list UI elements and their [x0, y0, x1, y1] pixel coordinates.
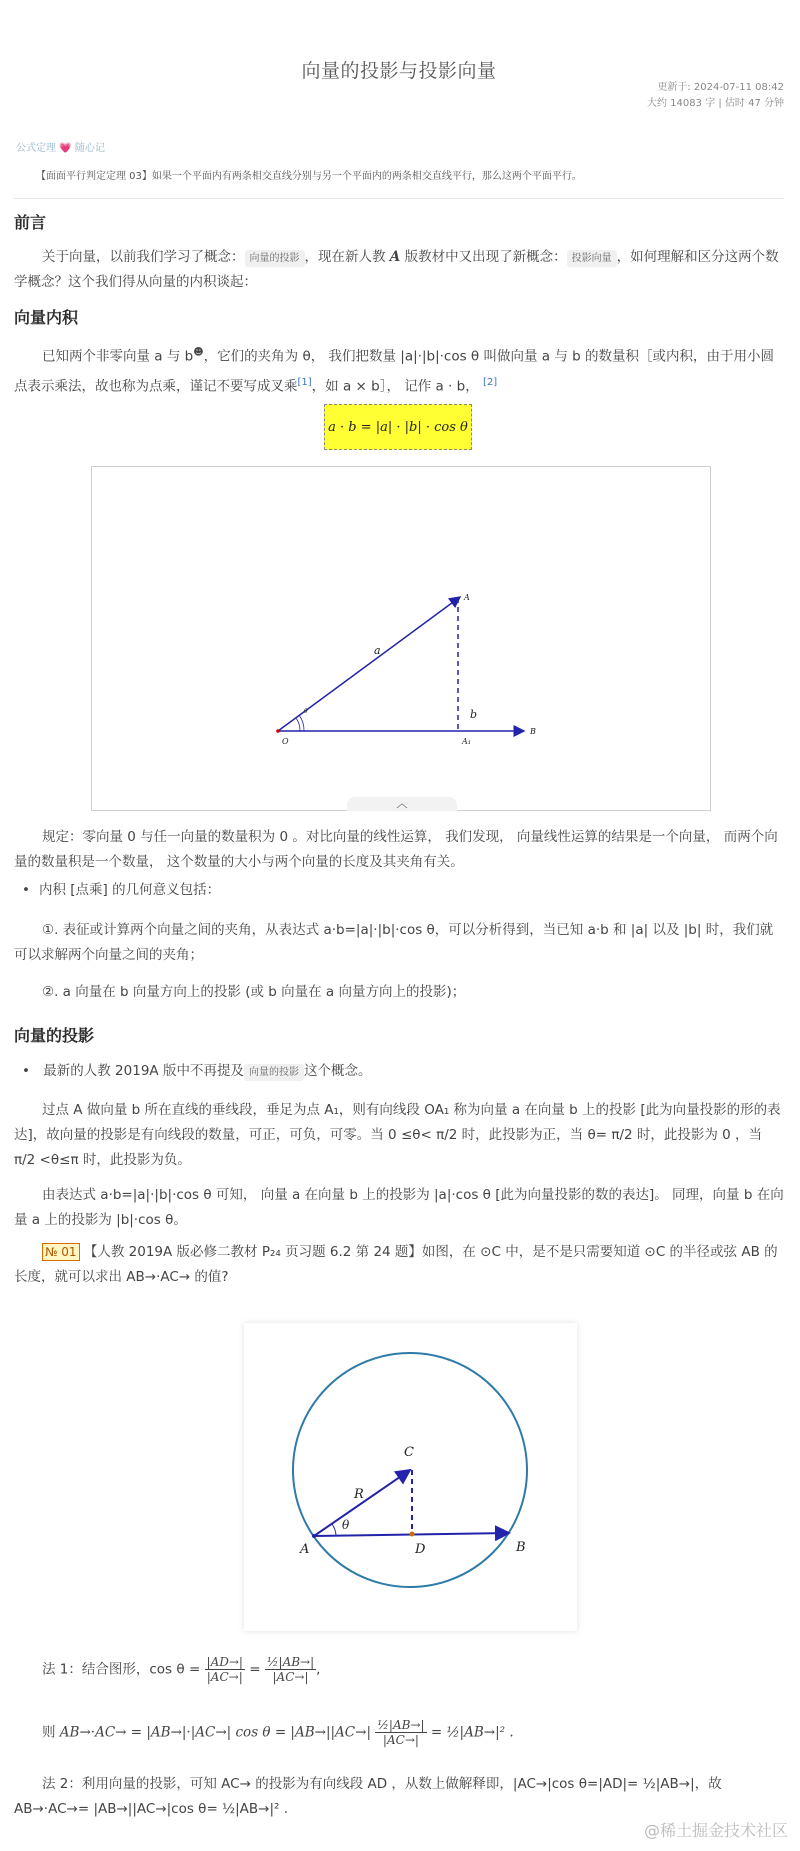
bullet-geometric-meaning: • 内积 [点乘] 的几何意义包括： — [22, 878, 220, 903]
preface-paragraph: 关于向量，以前我们学习了概念： 向量的投影 ，现在新人教 A 版教材中又出现了新概念： 投影向量 ，如何理解和区分这两个数学概念？这个我们得从向量的内积谈起： — [14, 249, 779, 290]
projection-diagram — [92, 467, 712, 797]
inner-product-paragraph: 已知两个非零向量 a 与 b☻，它们的夹角为 θ， 我们把数量 |a|·|b|·cos θ 叫做向量 a 与 b 的数量积［或内积，由于用小圆点表示乘法，故也称为点乘，谨记不要写成叉乘[1]，如 a × b］， 记作 a · b， [2] — [14, 347, 774, 394]
label-A1: A₁ — [462, 737, 471, 746]
label-B-2: B — [516, 1540, 526, 1555]
fraction-halfAB-AC-2: $\frac{\text{½|AB→|}}{|AC\to|}$ — [377, 1718, 425, 1747]
heart-icon: 💗 — [59, 143, 72, 154]
fraction-halfAB-AC: $\frac{\text{½|AB→|}}{|AC\to|}$ — [266, 1655, 315, 1684]
reference-link-1[interactable]: [1] — [297, 376, 312, 388]
page-title: 向量的投影与投影向量 — [301, 60, 497, 82]
projection-definition: 过点 A 做向量 b 所在直线的垂线段，垂足为点 A₁，则有向线段 OA₁ 称为向量 a 在向量 b 上的投影 [此为向量投影的形的表达]，故向量的投影是有向线段的数量，可正，可负，可零。当 0 ≤θ< π/2 时，此投影为正，当 θ= π/2 时，此投影为 0 ，当 π/2 <θ≤π 时，此投影为负。 — [14, 1102, 781, 1168]
projection-expression: 由表达式 a·b=|a|·|b|·cos θ 可知， 向量 a 在向量 b 上的投影为 |a|·cos θ [此为向量投影的数的表达]。 同理，向量 b 在向量 a 上的投影为 |b|·cos θ。 — [14, 1187, 784, 1228]
angle-arc — [296, 718, 300, 731]
fraction-AD-AC: $\frac{|AD\to|}{|AC\to|}$ — [206, 1655, 243, 1684]
label-A-2: A — [300, 1542, 310, 1557]
concept-chip-projection: 向量的投影 — [245, 250, 305, 267]
emoji-icon: ☻ — [193, 347, 204, 358]
tag-notes[interactable]: 随心记 — [74, 143, 105, 154]
concept-chip-projection-2: 向量的投影 — [244, 1064, 304, 1081]
method-1-line-2: 则 AB→·AC→ = |AB→|·|AC→| cos θ = |AB→||AC→| $\frac{\text{½|AB→|}}{|AC\to|}$ = ½|AB→|² . — [42, 1718, 514, 1747]
point-O — [276, 729, 280, 733]
updated-time: 更新于: 2024-07-11 08:42 — [657, 82, 784, 93]
point-A — [312, 1534, 316, 1538]
reading-stats: 大约 14083 字 | 估时 47 分钟 — [647, 98, 784, 109]
label-B: B — [530, 727, 536, 736]
method-1-line-1: 法 1：结合图形，cos θ = $\frac{|AD\to|}{|AC\to|}$ = $\frac{\text{½|AB→|}}{|AC\to|}$ , — [42, 1655, 321, 1684]
label-theta-2: θ — [342, 1518, 350, 1532]
angle-arc-theta — [332, 1524, 336, 1535]
concept-chip-projection-vector: 投影向量 — [567, 250, 617, 267]
label-C: C — [404, 1445, 414, 1460]
heading-projection: 向量的投影 — [14, 1026, 95, 1045]
label-b: b — [470, 708, 478, 721]
point-D — [410, 1532, 415, 1537]
collapse-button[interactable]: ︿ — [347, 797, 457, 811]
vector-AC — [314, 1470, 410, 1536]
zero-vector-paragraph: 规定：零向量 0 与任一向量的数量积为 0 。对比向量的线性运算， 我们发现， 向量线性运算的结果是一个向量， 而两个向量的数量积是一个数量， 这个数量的大小与两个向量的长度及其夹角有关。 — [14, 829, 778, 870]
circle-diagram — [244, 1323, 577, 1631]
label-theta: θ — [304, 708, 308, 715]
meaning-item-2: ②. a 向量在 b 向量方向上的投影 (或 b 向量在 a 向量方向上的投影)； — [42, 984, 466, 1000]
dot-product-formula: a · b = |a| · |b| · cos θ — [324, 404, 472, 450]
watermark: @稀土掘金技术社区 — [643, 1821, 788, 1840]
heading-preface: 前言 — [14, 213, 47, 232]
tag-formula[interactable]: 公式定理 — [16, 143, 56, 154]
label-D: D — [415, 1542, 426, 1557]
bullet-2019a: • 最新的人教 2019A 版中不再提及 向量的投影 这个概念。 — [22, 1059, 371, 1084]
theorem-notice: 【面面平行判定定理 03】如果一个平面内有两条相交直线分别与另一个平面内的两条相交直线平行，那么这两个平面平行。 — [36, 171, 582, 182]
heading-inner-product: 向量内积 — [14, 308, 79, 327]
projection-figure — [91, 466, 711, 811]
method-2-paragraph: 法 2：利用向量的投影，可知 AC→ 的投影为有向线段 AD ，从数上做解释即，|AC→|cos θ=|AD|= ½|AB→|，故 AB→·AC→= |AB→||AC→|cos θ= ½|AB→|² . — [14, 1776, 722, 1817]
label-O: O — [282, 737, 289, 746]
label-A: A — [464, 593, 470, 602]
divider — [14, 198, 784, 199]
exercise-paragraph: № 01 【人教 2019A 版必修二教材 P₂₄ 页习题 6.2 第 24 题】如图，在 ⊙C 中，是不是只需要知道 ⊙C 的半径或弦 AB 的长度，就可以求出 AB→·AC→ 的值? — [14, 1244, 778, 1285]
meaning-item-1: ①. 表征或计算两个向量之间的夹角，从表达式 a·b=|a|·|b|·cos θ，可以分析得到，当已知 a·b 和 |a| 以及 |b| 时，我们就可以求解两个向量之间的夹角； — [14, 922, 774, 963]
label-a: a — [374, 644, 381, 657]
tag-list — [16, 141, 105, 157]
exercise-badge: № 01 — [42, 1243, 80, 1261]
reference-link-2[interactable]: [2] — [483, 376, 498, 388]
label-R: R — [354, 1487, 364, 1502]
circle-figure — [244, 1323, 577, 1631]
